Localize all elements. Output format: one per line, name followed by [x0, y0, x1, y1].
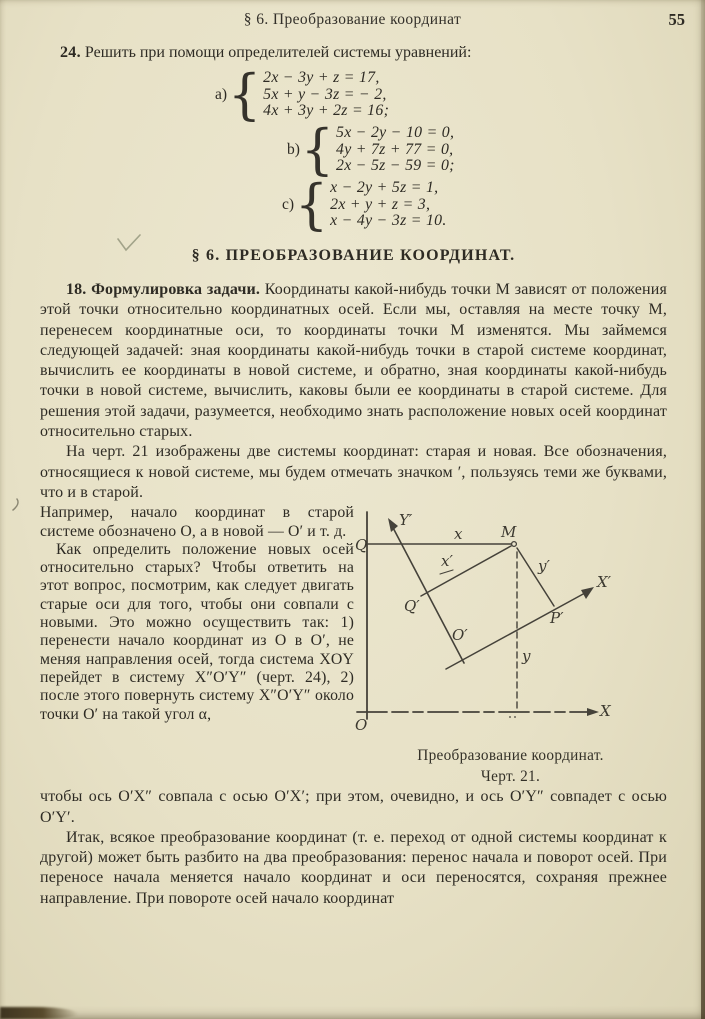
paragraph-18-lead: 18. Формулировка задачи. [66, 281, 261, 298]
figure-label-m-point: M [501, 523, 517, 542]
column-paragraph-1: Например, начало координат в старой системе обозначено O, а в новой — O′ и т. д. [40, 504, 354, 540]
equation-system-b-label: b) [287, 141, 300, 158]
equation-line: x − 4y − 3z = 10. [330, 212, 447, 230]
exercise-24-intro [40, 44, 667, 62]
figure-label-y-prime-axis: Y′ [399, 511, 413, 530]
brace-left: { [228, 63, 262, 127]
equation-system-a-label: a) [215, 86, 228, 103]
exercise-number: 24. [60, 44, 81, 61]
equation-line: 5x − 2y − 10 = 0, [336, 124, 455, 142]
figure-column [354, 504, 667, 787]
section-heading: § 6. ПРЕОБРАЗОВАНИЕ КООРДИНАТ. [191, 247, 516, 264]
exercise-intro-text: Решить при помощи определителей системы уравнений: [84, 44, 472, 61]
equation-line: 4x + 3y + 2z = 16; [263, 102, 390, 120]
figure-label-y-coord: y [522, 647, 531, 666]
scan-smudge-bottom-left [0, 1007, 78, 1019]
paragraph-final: Итак, всякое преобразование координат (т. е. переход от одной системы координат к другой) может быть разбито на два преобразования: перенос начала и поворот осей. При переносе начала меняется начало координат и оси переносятся, сохраняя прежнее направление. При повороте осей начало координат [40, 828, 667, 907]
equation-system-b-lines [336, 125, 455, 175]
equation-system-c-lines [330, 180, 447, 230]
figure-label-q: Q [355, 536, 368, 555]
left-text-column [40, 504, 354, 787]
figure-chert-21 [354, 506, 667, 736]
equation-line: 2x − 3y + z = 17, [263, 69, 380, 87]
equation-system-c-label: c) [282, 196, 295, 213]
equation-line: 2x + y + z = 3, [330, 195, 431, 213]
paragraph-18-text: Координаты какой-нибудь точки M зависят от положения этой точки относительно координатных осей. Если мы, оставляя на месте точку M, перенесем координатные оси, то координаты точки M изменятся. Мы займемся следующей задачей: зная координаты какой-нибудь точки в старой системе координат, вычислить ее координаты в новой системе, и обратно, зная координаты какой-нибудь точки в новой системе, вычислить, каковы были ее координаты в старой системе. Для решения этой задачи, разумеется, необходимо знать расположение новых осей координат относительно старых. [40, 281, 667, 441]
paragraph-18 [40, 280, 667, 442]
figure-caption-number: Черт. 21. [480, 768, 541, 786]
paragraph-after-figure: чтобы ось O′X″ совпала с осью O′X′; при этом, очевидно, и ось O′Y″ совпадет с осью O′Y′. [40, 788, 667, 826]
equation-system-a [215, 63, 667, 127]
pencil-comma-mark [12, 498, 22, 512]
two-column-section [40, 504, 667, 787]
figure-label-x-prime-axis: X′ [597, 573, 612, 592]
equation-line: 5x + y − 3z = − 2, [263, 85, 387, 103]
figure-label-x-prime-coord: x′ [441, 552, 453, 571]
figure-caption [354, 745, 667, 787]
equation-system-c [282, 173, 667, 237]
equation-line: 2x − 5z − 59 = 0; [336, 157, 455, 175]
figure-label-o-prime: O′ [452, 626, 468, 645]
page-number: 55 [668, 10, 685, 29]
figure-label-p-prime: P′ [550, 609, 564, 628]
scan-edge-shadow-right [701, 0, 705, 1019]
figure-label-x-coord: x [454, 525, 463, 544]
paragraph-chert-21: На черт. 21 изображены две системы координат: старая и новая. Все обозначения, относящиеся к новой системе, мы будем отмечать значком ′, пользуясь теми же буквами, что и в старой. [40, 443, 667, 501]
equation-system-a-lines [263, 70, 389, 120]
figure-caption-title: Преобразование координат. [417, 747, 604, 765]
figure-label-x-axis: X [600, 702, 611, 721]
brace-left: { [295, 173, 329, 237]
equation-line: x − 2y + 5z = 1, [330, 179, 439, 197]
equation-line: 4y + 7z + 77 = 0, [336, 140, 454, 158]
figure-label-y-prime-coord: y′ [538, 557, 550, 576]
figure-label-o-origin: O [355, 716, 368, 735]
pencil-check-mark [116, 233, 142, 253]
running-head: § 6. Преобразование координат [243, 11, 462, 28]
equation-system-b [287, 118, 667, 182]
column-paragraph-2: Как определить положение новых осей относительно старых? Чтобы ответить на этот вопрос, посмотрим, как следует двигать старые оси для того, чтобы они совпали с новыми. Это можно осуществить так: 1) перенести начало координат из O в O′, не меняя направления осей, тогда система XOY перейдет в систему X″O′Y″ (черт. 24), 2) после этого повернуть систему X″O′Y″ около точки O′ на такой угол α, [40, 540, 354, 723]
brace-left: { [300, 118, 335, 182]
figure-label-q-prime: Q′ [404, 597, 420, 616]
